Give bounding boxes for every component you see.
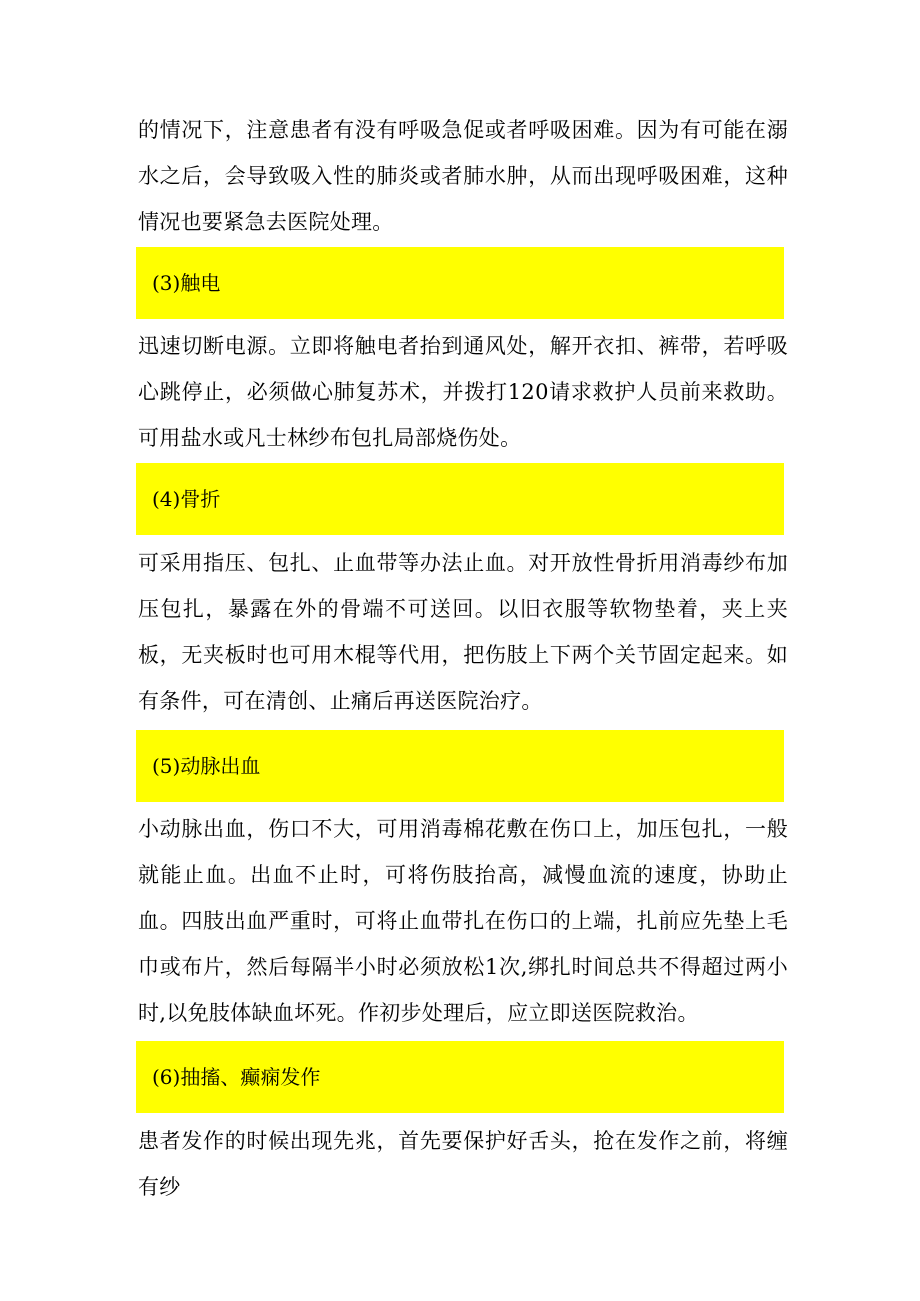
paragraph-fracture: 可采用指压、包扎、止血带等办法止血。对开放性骨折用消毒纱布加压包扎，暴露在外的骨端不可送回。以旧衣服等软物垫着，夹上夹板，无夹板时也可用木棍等代用，把伤肢上下两个关节固定起来。如有条件，可在清创、止痛后再送医院治疗。 [138,551,788,713]
section-heading-fracture: (4)骨折 [136,463,784,535]
paragraph-arterial-bleeding: 小动脉出血，伤口不大，可用消毒棉花敷在伤口上，加压包扎，一般就能止血。出血不止时，可将伤肢抬高，减慢血流的速度，协助止血。四肢出血严重时，可将止血带扎在伤口的上端，扎前应先垫上毛巾或布片，然后每隔半小时必须放松1次,绑扎时间总共不得超过两小时,以免肢体缺血坏死。作初步处理后，应立即送医院救治。 [138,817,788,1025]
paragraph-electric-shock: 迅速切断电源。立即将触电者抬到通风处，解开衣扣、裤带，若呼吸心跳停止，必须做心肺复苏术，并拨打120请求救护人员前来救助。可用盐水或凡士林纱布包扎局部烧伤处。 [138,334,788,450]
section-heading-electric-shock: (3)触电 [136,247,784,319]
section-heading-seizure: (6)抽搐、癫痫发作 [136,1041,784,1113]
paragraph-drowning-continued: 的情况下，注意患者有没有呼吸急促或者呼吸困难。因为有可能在溺水之后，会导致吸入性的肺炎或者肺水肿，从而出现呼吸困难，这种情况也要紧急去医院处理。 [138,118,788,234]
paragraph-seizure: 患者发作的时候出现先兆，首先要保护好舌头，抢在发作之前，将缠有纱 [138,1129,788,1199]
section-heading-arterial-bleeding: (5)动脉出血 [136,730,784,802]
